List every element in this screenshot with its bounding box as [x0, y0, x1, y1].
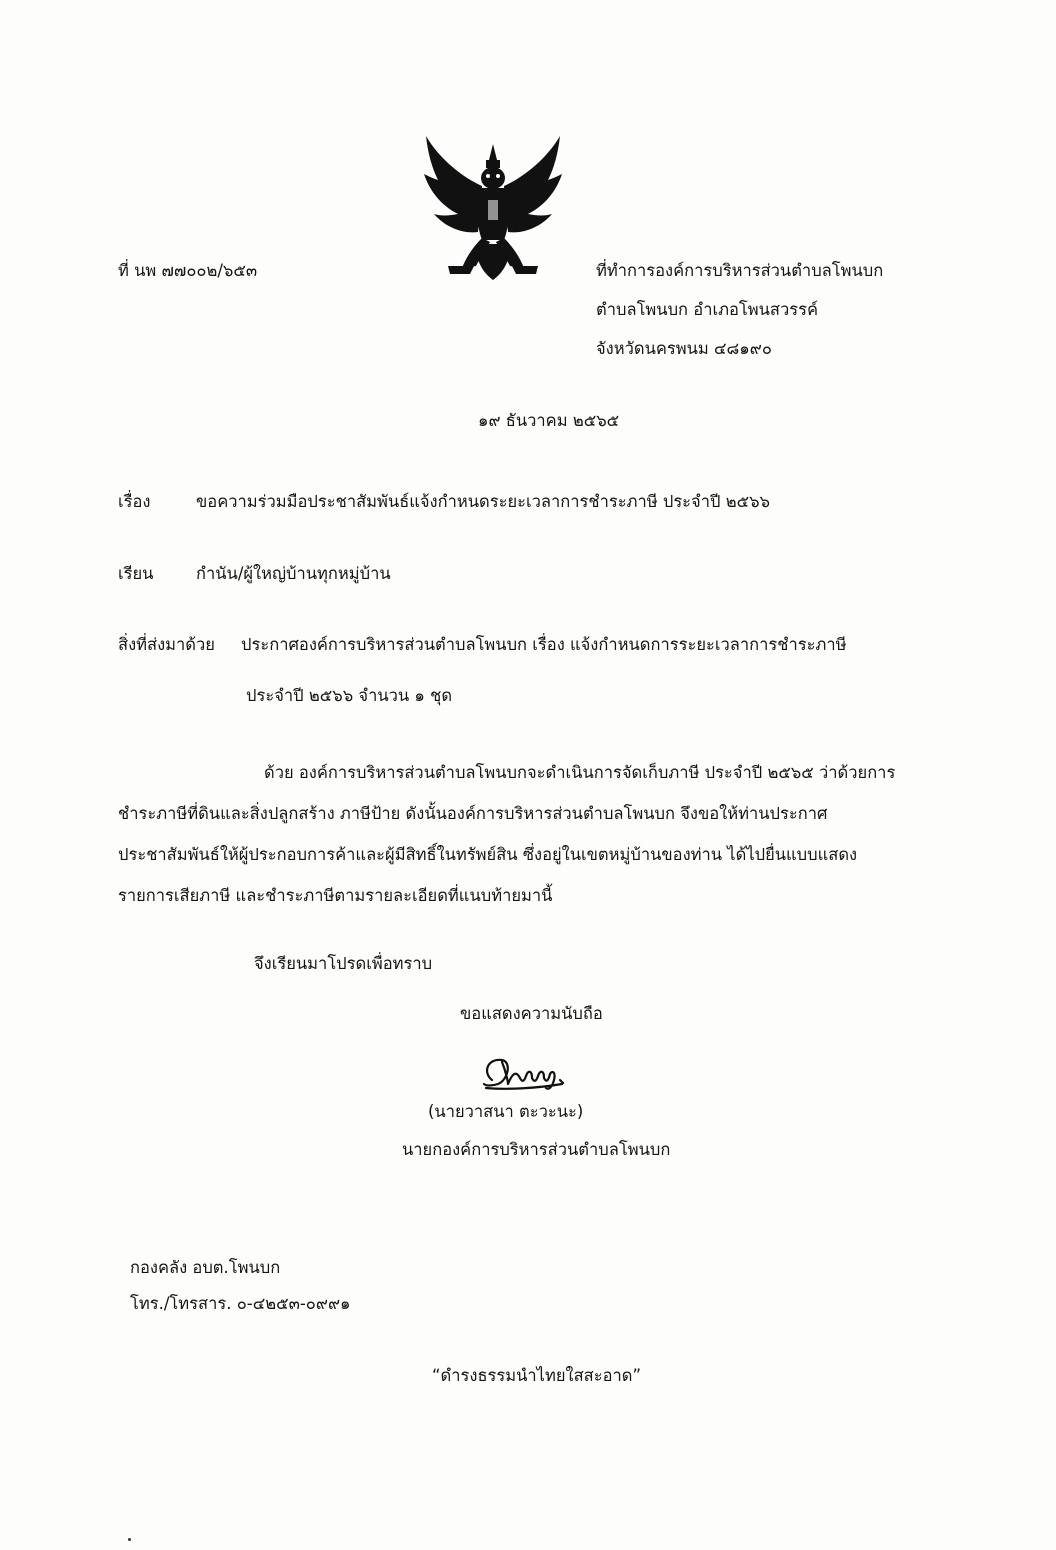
sender-address-line3: จังหวัดนครพนม ๔๘๑๙๐: [596, 339, 772, 358]
body-line: ด้วย องค์การบริหารส่วนตำบลโพนบกจะดำเนินการจัดเก็บภาษี ประจำปี ๒๕๖๕ ว่าด้วยการ: [264, 763, 896, 782]
letter-date: ๑๙ ธันวาคม ๒๕๖๕: [478, 411, 620, 430]
body-line: ชำระภาษีที่ดินและสิ่งปลูกสร้าง ภาษีป้าย ดังนั้นองค์การบริหารส่วนตำบลโพนบก จึงขอให้ท่านประกาศ: [118, 804, 828, 823]
sender-address-line2: ตำบลโพนบก อำเภอโพนสวรรค์: [596, 300, 819, 319]
enclosure-label: สิ่งที่ส่งมาด้วย: [118, 635, 215, 654]
garuda-emblem-icon: [418, 130, 568, 285]
recipient-label: เรียน: [118, 564, 154, 583]
motto-text: “ดำรงธรรมนำไทยใสสะอาด”: [432, 1366, 642, 1385]
regards-text: ขอแสดงความนับถือ: [460, 1004, 603, 1023]
recipient-text: กำนัน/ผู้ใหญ่บ้านทุกหมู่บ้าน: [196, 564, 391, 583]
enclosure-line1: ประกาศองค์การบริหารส่วนตำบลโพนบก เรื่อง แจ้งกำหนดการระยะเวลาการชำระภาษี: [241, 635, 847, 654]
document-number: ที่ นพ ๗๗๐๐๒/๖๕๓: [118, 261, 258, 280]
closing-text: จึงเรียนมาโปรดเพื่อทราบ: [254, 954, 433, 973]
enclosure-line2: ประจำปี ๒๕๖๖ จำนวน ๑ ชุด: [246, 686, 453, 705]
signer-name: (นายวาสนา ตะวะนะ): [428, 1102, 584, 1121]
page-speck: [128, 1538, 131, 1541]
sender-address-line1: ที่ทำการองค์การบริหารส่วนตำบลโพนบก: [596, 261, 884, 280]
subject-label: เรื่อง: [118, 492, 151, 511]
subject-text: ขอความร่วมมือประชาสัมพันธ์แจ้งกำหนดระยะเวลาการชำระภาษี ประจำปี ๒๕๖๖: [196, 492, 771, 511]
body-line: ประชาสัมพันธ์ให้ผู้ประกอบการค้าและผู้มีสิทธิ์ในทรัพย์สิน ซึ่งอยู่ในเขตหมู่บ้านของท่าน ได้ไปยื่นแบบแสดง: [118, 845, 858, 864]
department-name: กองคลัง อบต.โพนบก: [130, 1258, 281, 1277]
body-line: รายการเสียภาษี และชำระภาษีตามรายละเอียดที่แนบท้ายมานี้: [118, 886, 553, 905]
body-paragraph: [118, 752, 930, 916]
phone-fax: โทร./โทรสาร. ๐-๔๒๕๓-๐๙๙๑: [130, 1294, 351, 1313]
signature-icon: [478, 1050, 588, 1094]
signer-position: นายกองค์การบริหารส่วนตำบลโพนบก: [402, 1140, 671, 1159]
